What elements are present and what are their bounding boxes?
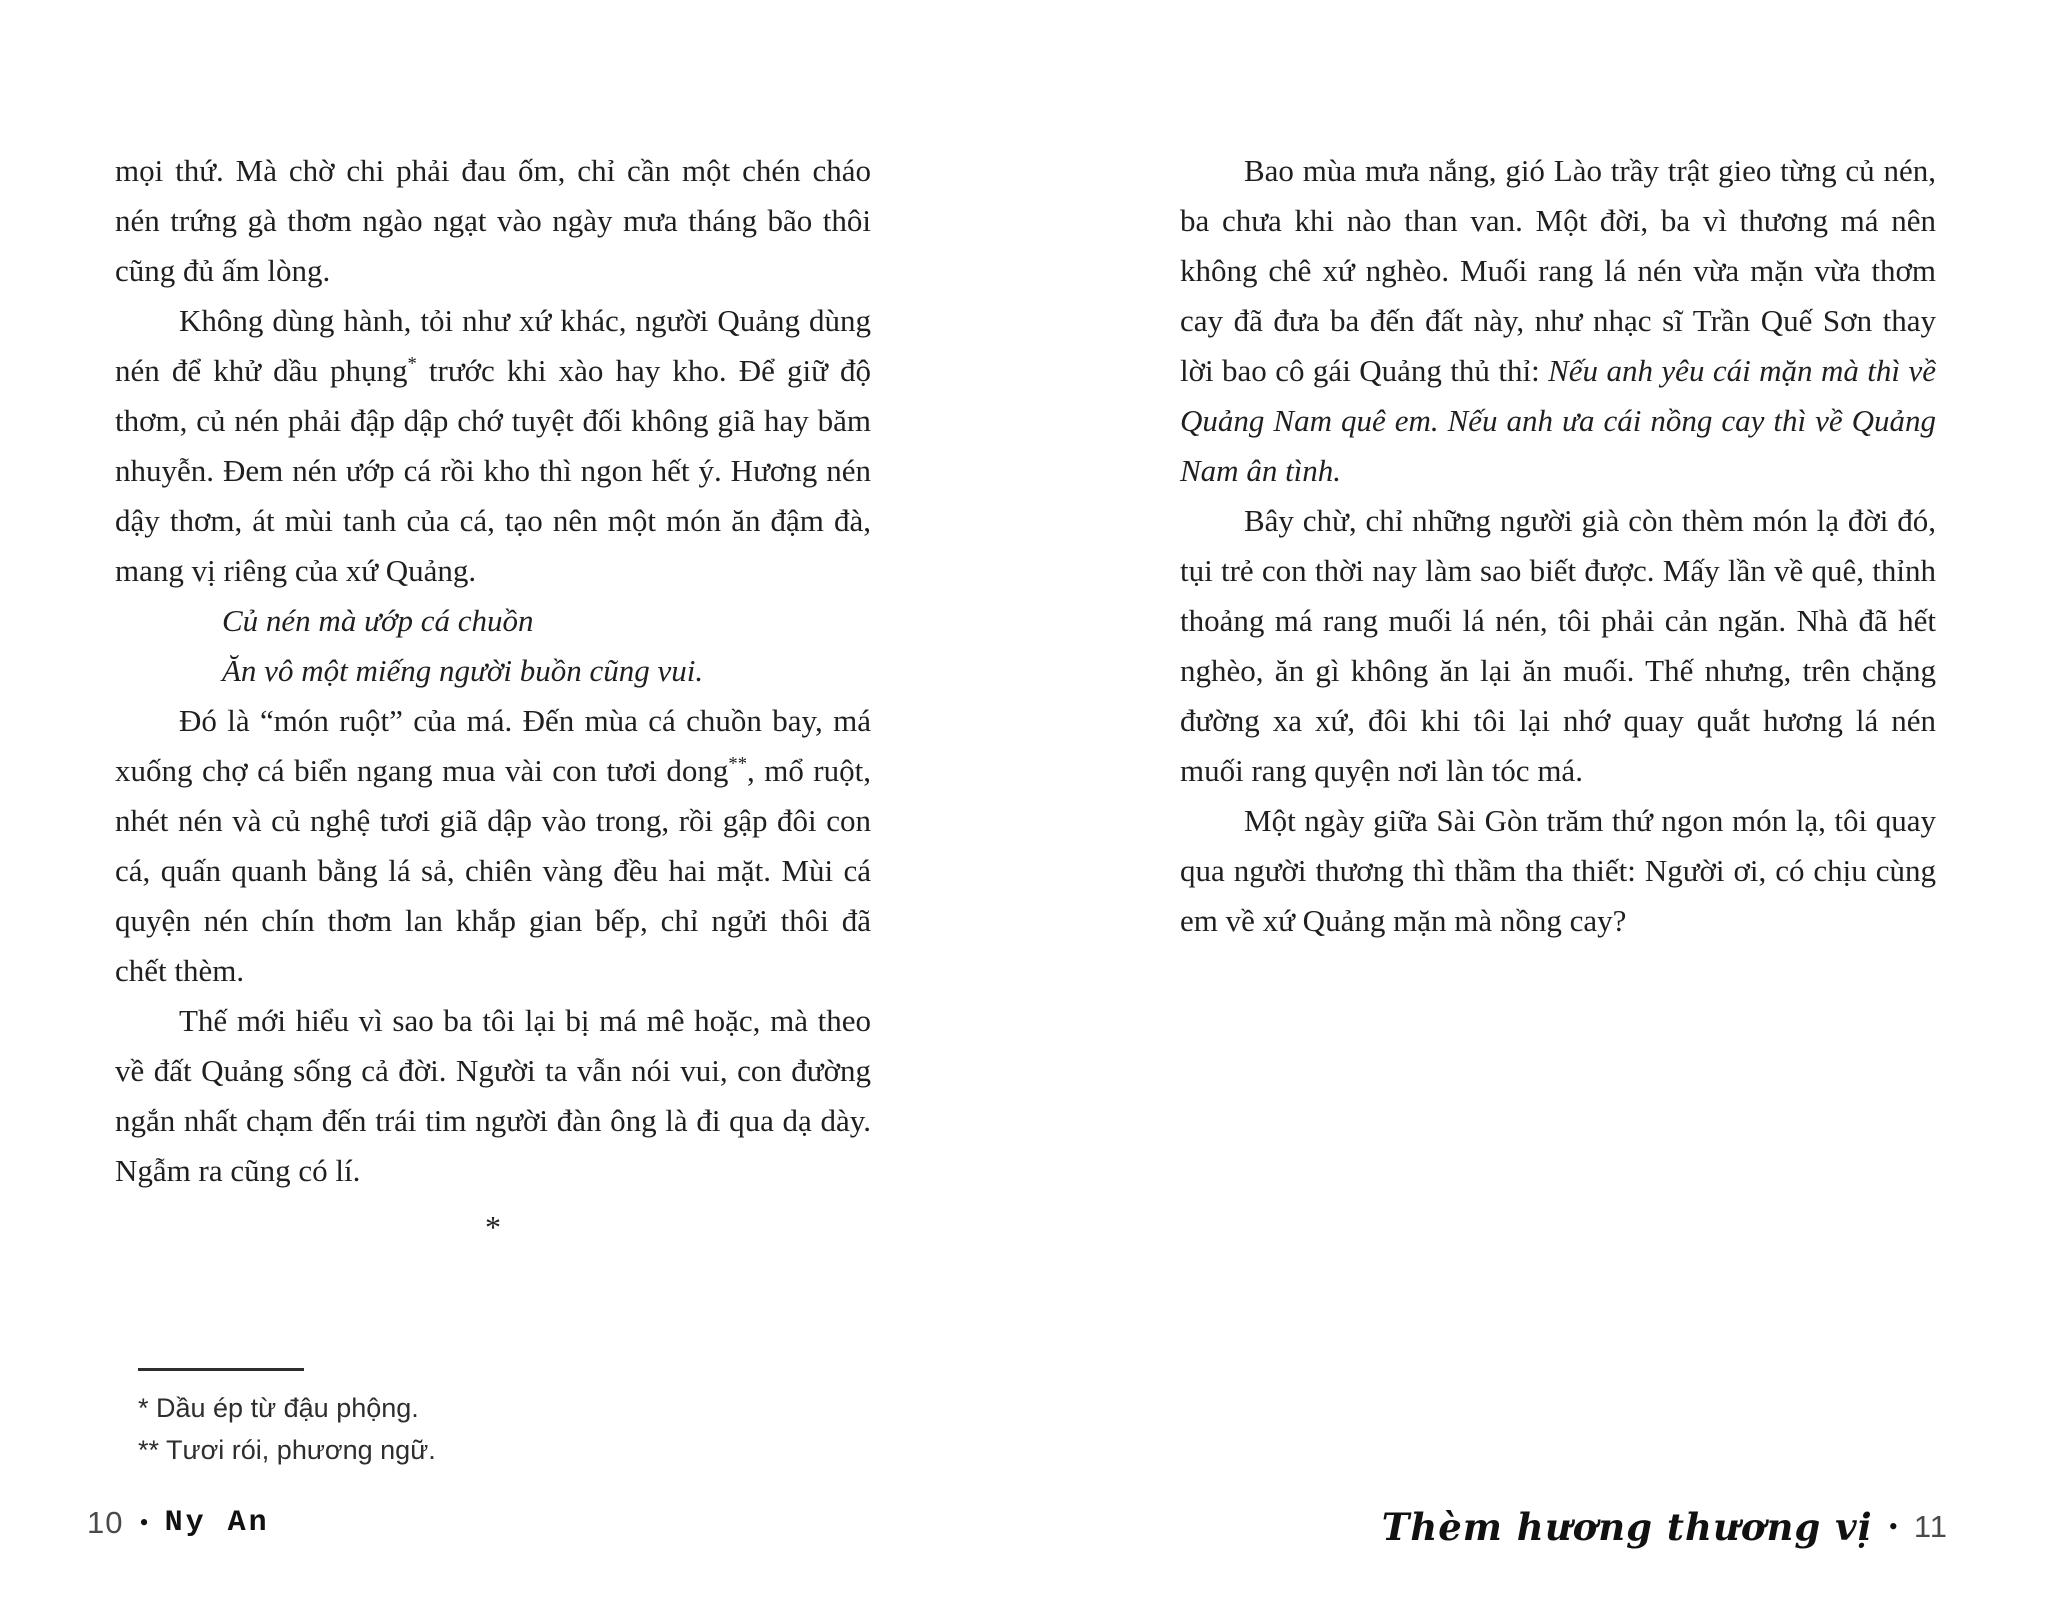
poem-line: Củ nén mà ướp cá chuồn xyxy=(222,603,534,638)
section-break-asterisk: * xyxy=(485,1209,501,1245)
paragraph: Bây chừ, chỉ những người già còn thèm món lạ đời đó, tụi trẻ con thời nay làm sao biết được. Mấy lần về quê, thỉnh thoảng má rang muối lá nén, tôi phải cản ngăn. Nhà đã hết nghèo, ăn gì không ăn lại ăn muối. Thế nhưng, trên chặng đường xa xứ, đôi khi tôi lại nhớ quay quắt hương lá nén muối rang quyện nơi làn tóc má. xyxy=(1180,503,1936,788)
footer-bullet: • xyxy=(1888,1512,1898,1541)
poem-line: Ăn vô một miếng người buồn cũng vui. xyxy=(222,653,704,688)
author-name: Ny An xyxy=(164,1506,270,1540)
footer-bullet: • xyxy=(139,1508,149,1537)
chapter-title: Thèm hương thương vị xyxy=(1381,1505,1873,1549)
paragraph: Một ngày giữa Sài Gòn trăm thứ ngon món lạ, tôi quay qua người thương thì thầm tha thiết: Người ơi, có chịu cùng em về xứ Quảng mặn mà nồng cay? xyxy=(1180,803,1936,938)
paragraph: Bao mùa mưa nắng, gió Lào trầy trật gieo từng củ nén, ba chưa khi nào than van. Một đời, ba vì thương má nên không chê xứ nghèo. Muối rang lá nén vừa mặn vừa thơm cay đã đưa ba đến đất này, như nhạc sĩ Trần Quế Sơn thay lời bao cô gái Quảng thủ thỉ: Nếu anh yêu cái mặn mà thì về Quảng Nam quê em. Nếu anh ưa cái nồng cay thì về Quảng Nam ân tình. xyxy=(1180,153,1936,488)
paragraph: Thế mới hiểu vì sao ba tôi lại bị má mê hoặc, mà theo về đất Quảng sống cả đời. Người ta vẫn nói vui, con đường ngắn nhất chạm đến trái tim người đàn ông là đi qua dạ dày. Ngẫm ra cũng có lí. xyxy=(115,1003,871,1188)
footnote: * Dầu ép từ đậu phộng. xyxy=(138,1393,419,1423)
footnote: ** Tươi rói, phương ngữ. xyxy=(138,1435,436,1465)
page-number: 11 xyxy=(1913,1509,1948,1544)
paragraph: Đó là “món ruột” của má. Đến mùa cá chuồn bay, má xuống chợ cá biển ngang mua vài con tươi dong**, mổ ruột, nhét nén và củ nghệ tươi giã dập vào trong, rồi gập đôi con cá, quấn quanh bằng lá sả, chiên vàng đều hai mặt. Mùi cá quyện nén chín thơm lan khắp gian bếp, chỉ ngửi thôi đã chết thèm. xyxy=(115,703,871,988)
paragraph: Không dùng hành, tỏi như xứ khác, người Quảng dùng nén để khử dầu phụng* trước khi xào hay kho. Để giữ độ thơm, củ nén phải đập dập chớ tuyệt đối không giã hay băm nhuyễn. Đem nén ướp cá rồi kho thì ngon hết ý. Hương nén dậy thơm, át mùi tanh của cá, tạo nên một món ăn đậm đà, mang vị riêng của xứ Quảng. xyxy=(115,303,871,588)
right-text-column xyxy=(1180,146,1936,946)
paragraph: mọi thứ. Mà chờ chi phải đau ốm, chỉ cần một chén cháo nén trứng gà thơm ngào ngạt vào ngày mưa tháng bão thôi cũng đủ ấm lòng. xyxy=(115,153,871,288)
page-number: 10 xyxy=(87,1505,124,1540)
right-page-footer xyxy=(1382,1505,1948,1549)
